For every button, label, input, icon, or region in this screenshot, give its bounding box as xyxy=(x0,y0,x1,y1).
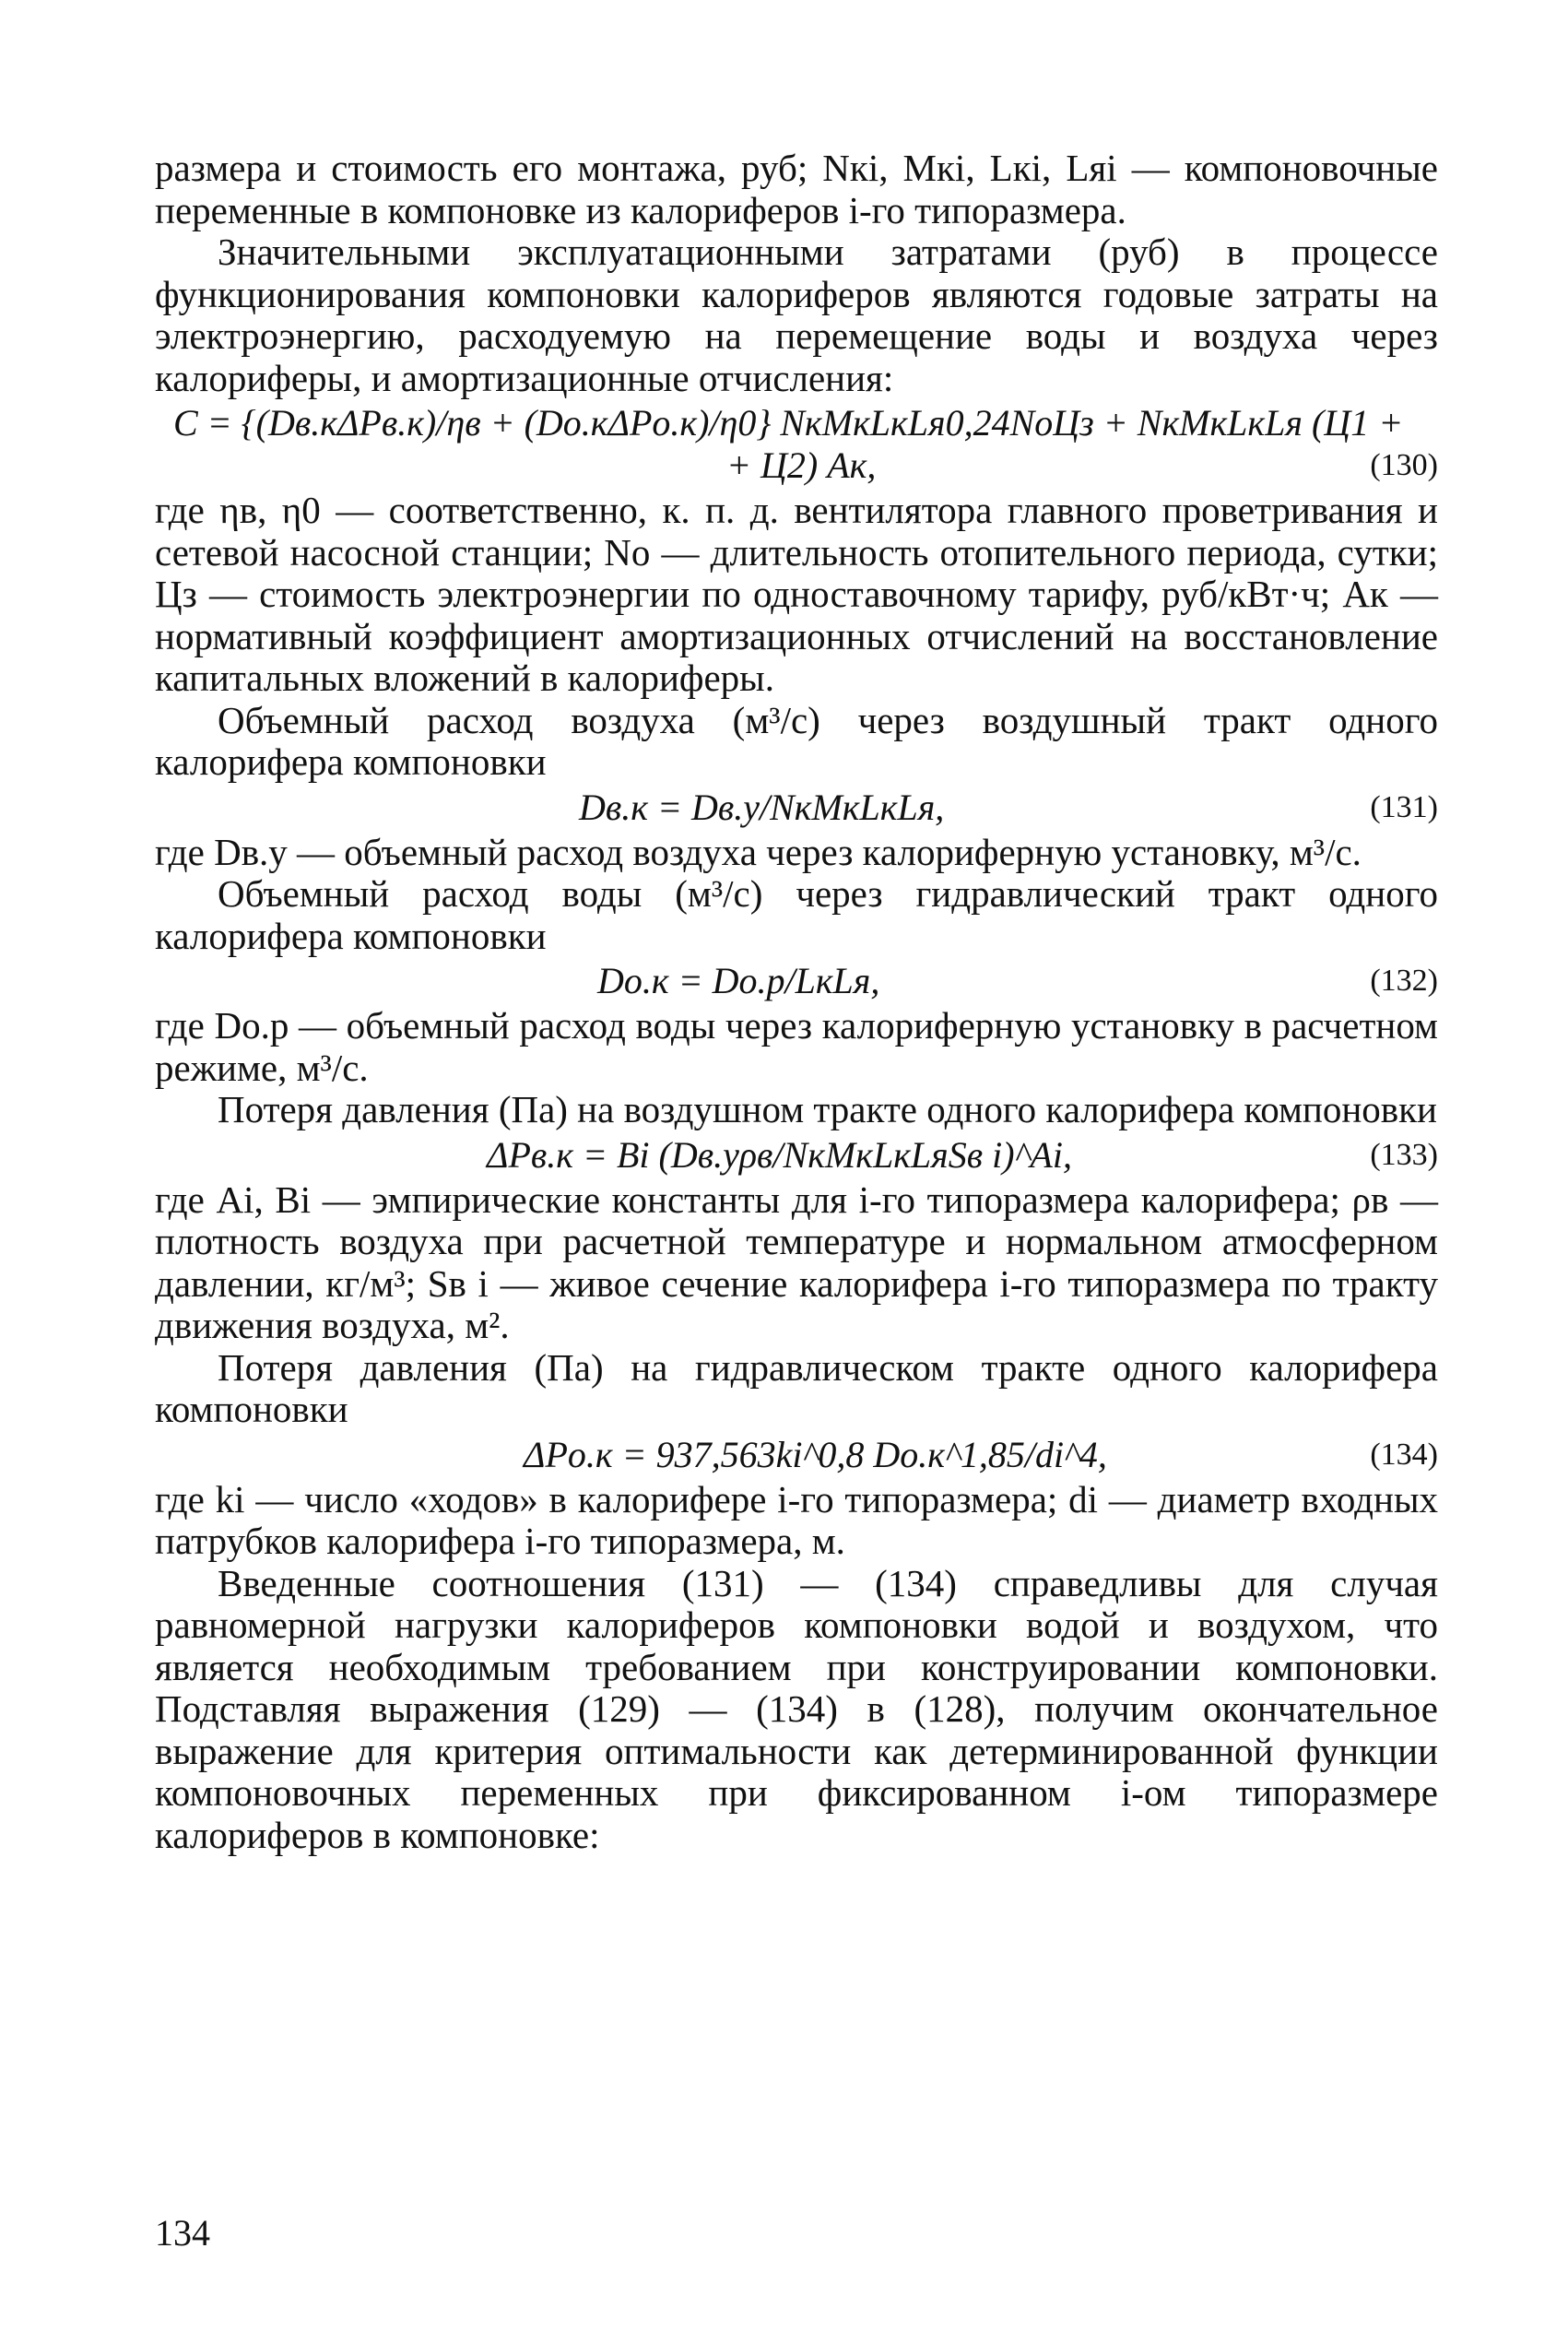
formula-line: ΔPо.к = 937,563ki^0,8 Dо.к^1,85/di^4, xyxy=(524,1433,1107,1475)
equation-number: (134) xyxy=(1370,1437,1438,1472)
paragraph: Введенные соотношения (131) — (134) справедливы для случая равномерной нагрузки калориферов компоновки водой и воздухом, что является необходимым требованием при конструировании компоновки. Подставляя выражения (129) — (134) в (128), получим окончательное выражение для критерия оптимальности как детерминированной функции компоновочных переменных при фиксированном i-ом типоразмере калориферов в компоновке: xyxy=(155,1561,1438,1856)
paragraph: размера и стоимость его монтажа, руб; Nкi, Mкi, Lкi, Lяi — компоновочные переменные в компоновке из калориферов i-го типоразмера. xyxy=(155,147,1438,231)
formula-130 xyxy=(155,399,1438,490)
equation-number: (132) xyxy=(1370,964,1438,998)
paragraph: Объемный расход воды (м³/с) через гидравлический тракт одного калорифера компоновки xyxy=(155,872,1438,957)
formula-line: C = {(Dв.кΔPв.к)/ηв + (Dо.кΔPо.к)/η0} NкMкLкLя0,24NоЦз + NкMкLкLя (Ц1 + xyxy=(173,402,1404,444)
formula-line: Dо.к = Dо.р/LкLя, xyxy=(597,960,880,1001)
paragraph: Потеря давления (Па) на гидравлическом тракте одного калорифера компоновки xyxy=(155,1345,1438,1430)
paragraph: где ki — число «ходов» в калорифере i-го типоразмера; di — диаметр входных патрубков калорифера i-го типоразмера, м. xyxy=(155,1477,1438,1562)
formula-134 xyxy=(155,1431,1438,1479)
paragraph: где ηв, η0 — соответственно, к. п. д. вентилятора главного проветривания и сетевой насосной станции; Nо — длительность отопительного периода, сутки; Цз — стоимость электроэнергии по одноставочному тарифу, руб/кВт·ч; Aк — нормативный коэффициент амортизационных отчислений на восстановление капитальных вложений в калориферы. xyxy=(155,489,1438,699)
paragraph: где Dо.р — объемный расход воды через калориферную установку в расчетном режиме, м³/с. xyxy=(155,1004,1438,1089)
paragraph: где Dв.у — объемный расход воздуха через калориферную установку, м³/с. xyxy=(155,830,1362,873)
paragraph: где Ai, Bi — эмпирические константы для i-го типоразмера калорифера; ρв — плотность воздуха при расчетной температуре и нормальном атмосферном давлении, кг/м³; Sв i — живое сечение калорифера i-го типоразмера по тракту движения воздуха, м². xyxy=(155,1177,1438,1346)
formula-line: + Ц2) Aк, xyxy=(726,444,877,486)
page-body xyxy=(155,148,1438,1856)
equation-number: (130) xyxy=(1370,448,1438,482)
formula-131 xyxy=(155,784,1438,832)
paragraph: Значительными эксплуатационными затратами (руб) в процессе функционирования компоновки калориферов являются годовые затраты на электроэнергию, расходуемую на перемещение воды и воздуха через калориферы, и амортизационные отчисления: xyxy=(155,231,1438,399)
equation-number: (131) xyxy=(1370,789,1438,824)
formula-line: Dв.к = Dв.у/NкMкLкLя, xyxy=(579,786,945,828)
paragraph: Объемный расход воздуха (м³/с) через воздушный тракт одного калорифера компоновки xyxy=(155,698,1438,783)
formula-line: ΔPв.к = Bi (Dв.уρв/NкMкLкLяSв i)^Ai, xyxy=(487,1133,1072,1176)
equation-number: (133) xyxy=(1370,1137,1438,1172)
formula-132 xyxy=(155,957,1438,1005)
formula-133 xyxy=(155,1131,1438,1179)
paragraph: Потеря давления (Па) на воздушном тракте одного калорифера компоновки xyxy=(218,1088,1437,1130)
page-number: 134 xyxy=(155,2212,210,2254)
